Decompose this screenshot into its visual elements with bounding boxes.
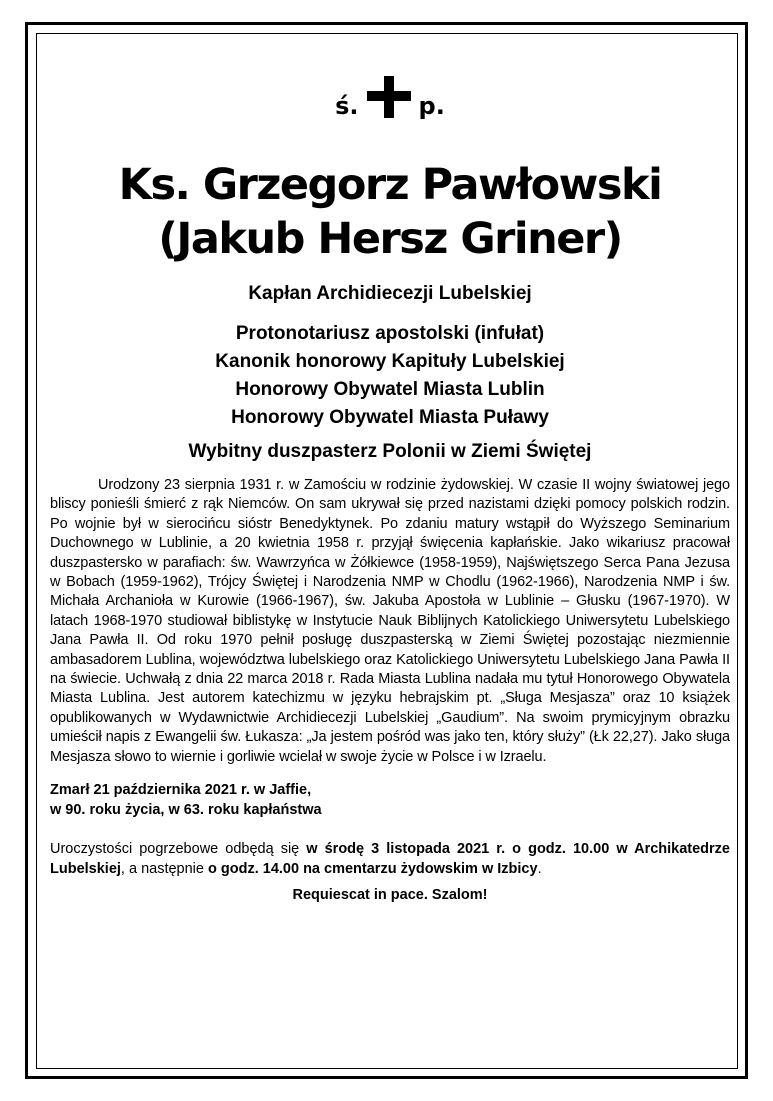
title-item: Kanonik honorowy Kapituły Lubelskiej xyxy=(215,351,565,372)
funeral-date-place: w środę 3 listopada 2021 r. o godz. 10.00 w Archikatedrze Lubelskiej xyxy=(50,841,731,877)
funeral-text-1: Uroczystości pogrzebowe odbędą się xyxy=(50,841,307,858)
title-item: Honorowy Obywatel Miasta Puławy xyxy=(231,407,549,428)
latin-cross-icon xyxy=(367,76,411,118)
header-sp xyxy=(50,76,730,134)
honorary-titles xyxy=(50,320,730,432)
obituary-content xyxy=(50,76,730,906)
death-info xyxy=(50,781,730,820)
death-line-1: Zmarł 21 października 2021 r. w Jaffie, xyxy=(50,782,312,799)
funeral-text-3: . xyxy=(537,860,542,877)
biography-paragraph xyxy=(50,476,730,767)
deceased-name xyxy=(50,158,730,266)
s-label: ś. xyxy=(335,92,359,120)
title-item: Honorowy Obywatel Miasta Lublin xyxy=(235,379,545,400)
biography-text: Urodzony 23 sierpnia 1931 r. w Zamościu w rodzinie żydowskiej. W czasie II wojny światowej jego bliscy ponieśli śmierć z rąk Niemców. On sam ukrywał się przed nazistami dzięki pomocy polskich rodzin. Po wojnie był w sierocińcu sióstr Benedyktynek. Po zdaniu matury wstąpił do Wyższego Seminarium Duchownego w Lublinie, a 20 kwietnia 1958 r. przyjął święcenia kapłańskie. Jako wikariusz pracował duszpastersko w parafiach: św. Wawrzyńca w Żółkiewce (1958-1959), Najświętszego Serca Pana Jezusa w Bobach (1959-1962), Trójcy Świętej i Narodzenia NMP w Chodlu (1962-1966), Narodzenia NMP i św. Michała Archanioła w Kurowie (1966-1967), św. Jakuba Apostoła w Lublinie – Głusku (1967-1970). W latach 1968-1970 studiował biblistykę w Instytucie Nauk Biblijnych Katolickiego Uniwersytetu Lubelskiego Jana Pawła II. Od roku 1970 pełnił posługę duszpasterską w Ziemi Świętej pozostając niezmiennie ambasadorem Lublina, województwa lubelskiego oraz Katolickiego Uniwersytetu Lubelskiego Jana Pawła II na świecie. Uchwałą z dnia 22 marca 2018 r. Rada Miasta Lublina nadała mu tytuł Honorowego Obywatela Miasta Lublina. Jest autorem katechizmu w języku hebrajskim pt. „Sługa Mesjasza” oraz 10 książek opublikowanych w Wydawnictwie Archidiecezji Lubelskiej „Gaudium”. Na swoim prymicyjnym obrazku umieścił napis z Ewangelii św. Łukasza: „Ja jestem pośród was jako ten, który służy” (Łk 22,27). Jako sługa Mesjasza słowo to wiernie i gorliwie wcielał w swoje życie w Polsce i w Izraelu. xyxy=(50,477,730,765)
closing-line: Requiescat in pace. Szalom! xyxy=(292,887,488,904)
subtitle: Kapłan Archidiecezji Lubelskiej xyxy=(248,283,532,304)
death-line-2: w 90. roku życia, w 63. roku kapłaństwa xyxy=(50,801,322,818)
highlight-line: Wybitny duszpasterz Polonii w Ziemi Świętej xyxy=(188,441,592,462)
name-line-2: (Jakub Hersz Griner) xyxy=(158,214,622,264)
funeral-cemetery: o godz. 14.00 na cmentarzu żydowskim w Izbicy xyxy=(208,860,538,877)
funeral-text-2: , a następnie xyxy=(120,860,208,877)
title-item: Protonotariusz apostolski (infułat) xyxy=(235,323,545,344)
funeral-info xyxy=(50,840,730,879)
name-line-1: Ks. Grzegorz Pawłowski xyxy=(118,160,662,210)
p-label: p. xyxy=(418,92,445,120)
